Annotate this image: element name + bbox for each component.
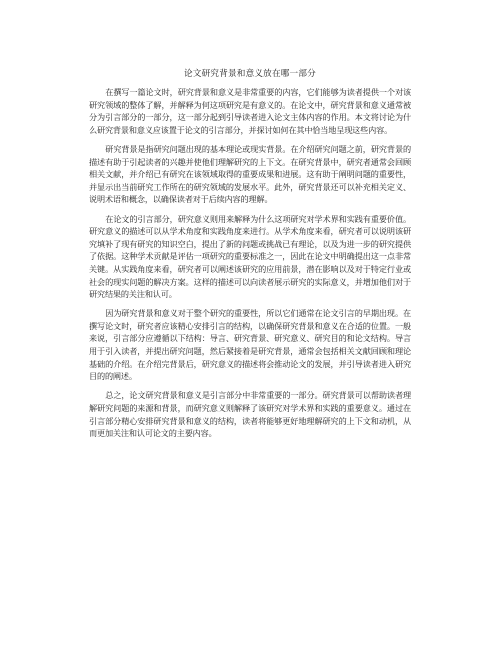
paragraph-structure: 因为研究背景和意义对于整个研究的重要性，所以它们通常在论文引言的早期出现。在撰写论文时，研究者应该精心安排引言的结构，以确保研究背景和意义在合适的位置。一般来说，引言部分应遵循以下结构：导言、研究背景、研究意义、研究目的和论文结构。导言用于引入读者，并提出研究问题，然后紧接着是研究背景，通常会包括相关文献回顾和理论基础的介绍。在介绍完背景后，研究意义的描述将会推动论文的发展，并引导读者进入研究目的的阐述。 — [89, 308, 411, 382]
paragraph-intro: 在撰写一篇论文时，研究背景和意义是非常重要的内容，它们能够为读者提供一个对该研究领域的整体了解，并解释为何这项研究是有意义的。在论文中，研究背景和意义通常被分为引言部分的一部分，这一部分起到引导读者进入论文主体内容的作用。本文将讨论为什么研究背景和意义应该置于论文的引言部分，并探讨如何在其中恰当地呈现这些内容。 — [89, 87, 411, 135]
paragraph-conclusion: 总之，论文研究背景和意义是引言部分中非常重要的一部分。研究背景可以帮助读者理解研究问题的来源和背景，而研究意义则解释了该研究对学术界和实践的重要意义。通过在引言部分精心安排研究背景和意义的结构，读者将能够更好地理解研究的上下文和动机，从而更加关注和认可论文的主要内容。 — [89, 390, 411, 439]
paragraph-research-significance: 在论文的引言部分，研究意义则用来解释为什么这项研究对学术界和实践有重要价值。研究意义的描述可以从学术角度和实践角度来进行。从学术角度来看，研究者可以说明该研究填补了现有研究的知识空白，提出了新的问题或挑战已有理论，以及为进一步的研究提供了依据。这种学术贡献是评估一项研究的重要标准之一，因此在论文中明确提出这一点非常关键。从实践角度来看，研究者可以阐述该研究的应用前景，潜在影响以及对于特定行业或社会的现实问题的解决方案。这样的描述可以向读者展示研究的实际意义，并增加他们对于研究结果的关注和认可。 — [89, 213, 411, 300]
paragraph-research-background: 研究背景是指研究问题出现的基本理论或现实背景。在介绍研究问题之前，研究背景的描述有助于引起读者的兴趣并使他们理解研究的上下文。在研究背景中，研究者通常会回顾相关文献，并介绍已有研究在该领域取得的重要成果和进展。这有助于阐明问题的重要性，并显示出当前研究工作所在的研究领域的发展水平。此外，研究背景还可以补充相关定义、说明术语和概念，以确保读者对于后续内容的理解。 — [89, 143, 411, 205]
document-title: 论文研究背景和意义放在哪一部分 — [184, 69, 316, 79]
document-page — [89, 68, 411, 446]
